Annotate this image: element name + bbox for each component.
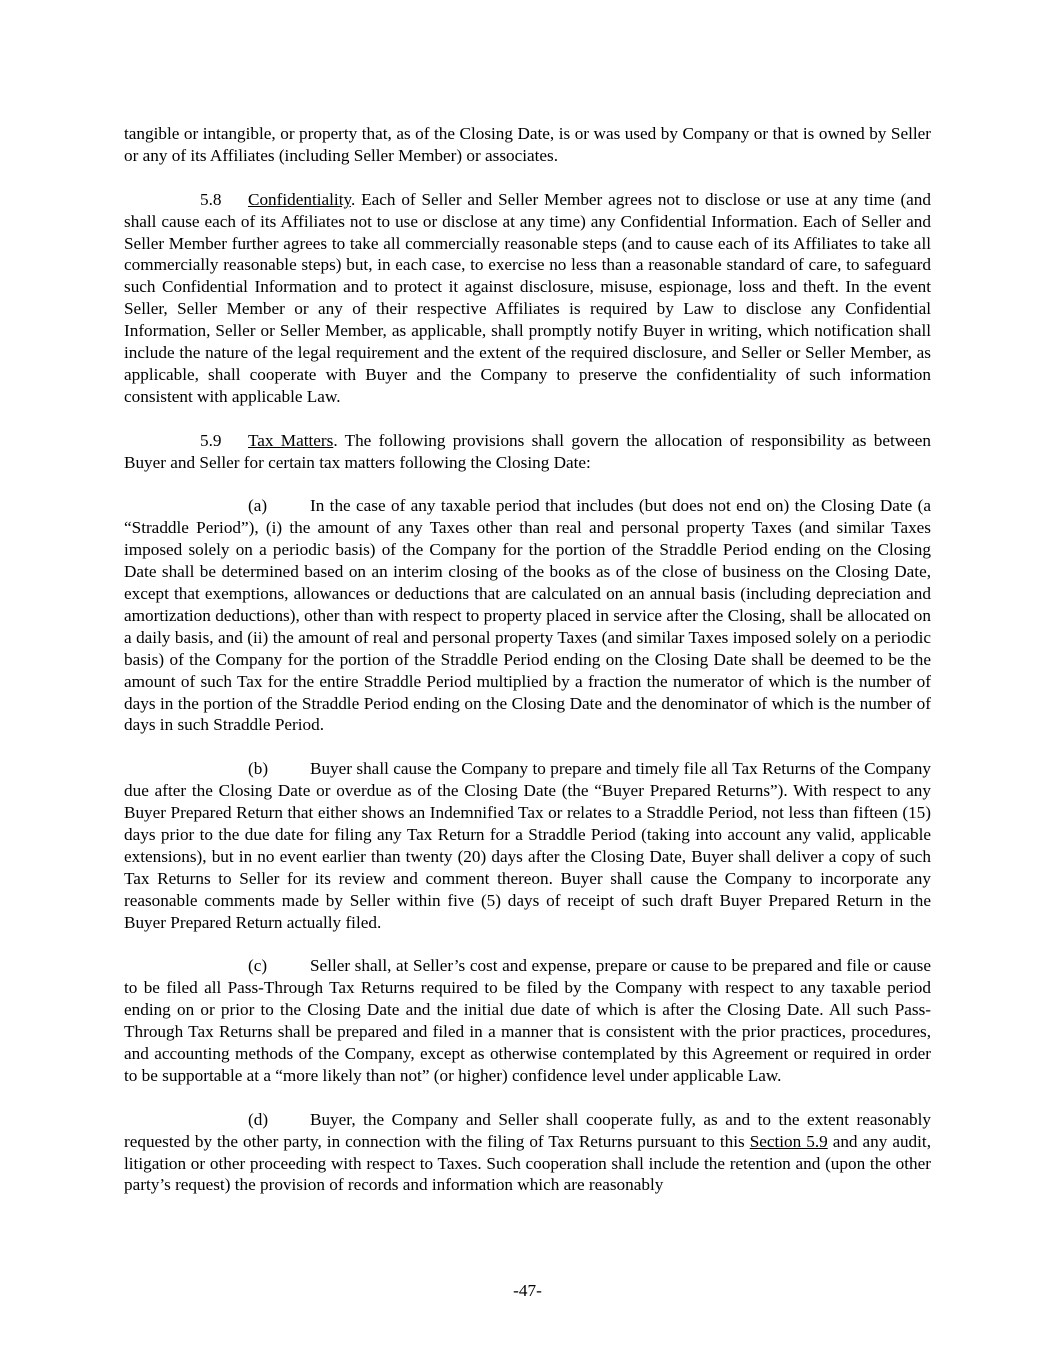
subsection-c [124, 955, 931, 1086]
section-number: 5.8 [200, 189, 222, 209]
subsection-label: (b) [248, 759, 269, 779]
section-body: . Each of Seller and Seller Member agrees not to disclose or use at any time (and shall cause each of its Affiliates not to use or disclose at any time) any Confidential Information. Each of Seller and Seller Member further agrees to take all commercially reasonable steps (and to cause each of its Affiliates to take all commercially reasonable steps) but, in each case, to exercise no less than a reasonable standard of care, to safeguard such Confidential Information and to protect it against disclosure, misuse, espionage, loss and theft. In the event Seller, Seller Member or any of their respective Affiliates is required by Law to disclose any Confidential Information, Seller or Seller Member, as applicable, shall promptly notify Buyer in writing, which notification shall include the nature of the legal requirement and the extent of the required disclosure, and Seller or Seller Member, as applicable, shall cooperate with Buyer and the Company to preserve the confidentiality of such information consistent with applicable Law. [124, 189, 931, 406]
section-5-8 [124, 189, 931, 408]
subsection-text: Buyer shall cause the Company to prepare and timely file all Tax Returns of the Company due after the Closing Date or overdue as of the Closing Date (the “Buyer Prepared Returns”). With respect to any Buyer Prepared Return that either shows an Indemnified Tax or relates to a Straddle Period, not less than fifteen (15) days prior to the due date for filing any Tax Return for a Straddle Period (taking into account any valid, applicable extensions), but in no event earlier than twenty (20) days after the Closing Date, Buyer shall deliver a copy of such Tax Returns to Seller for its review and comment thereon. Buyer shall cause the Company to incorporate any reasonable comments made by Seller within five (5) days of receipt of such draft Buyer Prepared Return in the Buyer Prepared Return actually filed. [124, 759, 931, 932]
section-body: . The following provisions shall govern the allocation of responsibility as between Buyer and Seller for certain tax matters following the Closing Date: [124, 430, 931, 472]
document-page [124, 123, 931, 1218]
section-heading: Tax Matters [248, 430, 334, 450]
continuation-paragraph: tangible or intangible, or property that, as of the Closing Date, is or was used by Company or that is owned by Seller or any of its Affiliates (including Seller Member) or associates. [124, 124, 931, 165]
subsection-label: (d) [248, 1109, 269, 1129]
subsection-a [124, 495, 931, 736]
section-number: 5.9 [200, 430, 222, 450]
subsection-text: Buyer, the Company and Seller shall cooperate fully, as and to the extent reasonably requested by the other party, in connection with the filing of Tax Returns pursuant to this [124, 1109, 931, 1151]
section-heading: Confidentiality [248, 189, 351, 209]
subsection-label: (a) [248, 496, 268, 516]
page-number: -47- [513, 1281, 542, 1300]
subsection-d [124, 1109, 931, 1197]
subsection-text: In the case of any taxable period that includes (but does not end on) the Closing Date (a “Straddle Period”), (i) the amount of any Taxes other than real and personal property Taxes (and similar Taxes imposed solely on a periodic basis) of the Company for the portion of the Straddle Period ending on the Closing Date shall be determined based on an interim closing of the books as of the close of business on the Closing Date, except that exemptions, allowances or deductions that are calculated on an annual basis (including depreciation and amortization deductions), other than with respect to property placed in service after the Closing, shall be allocated on a daily basis, and (ii) the amount of real and personal property Taxes (and similar Taxes imposed solely on a periodic basis) of the Company for the portion of the Straddle Period ending on the Closing Date shall be deemed to be the amount of such Tax for the entire Straddle Period multiplied by a fraction the numerator of which is the number of days in the portion of the Straddle Period ending on the Closing Date and the denominator of which is the number of days in such Straddle Period. [124, 496, 931, 735]
subsection-b [124, 758, 931, 933]
section-cross-reference: Section 5.9 [749, 1131, 828, 1151]
subsection-label: (c) [248, 956, 268, 976]
section-5-9 [124, 430, 931, 474]
subsection-text: Seller shall, at Seller’s cost and expense, prepare or cause to be prepared and file or cause to be filed all Pass-Through Tax Returns required to be filed by the Company with respect to any taxable period ending on or prior to the Closing Date and the initial due date of which is after the Closing Date. All such Pass-Through Tax Returns shall be prepared and filed in a manner that is consistent with the prior practices, procedures, and accounting methods of the Company, except as otherwise contemplated by this Agreement or required in order to be supportable at a “more likely than not” (or higher) confidence level under applicable Law. [124, 956, 931, 1085]
subsection-text-continued: and any audit, litigation or other proceeding with respect to Taxes. Such cooperation shall include the retention and (upon the other party’s request) the provision of records and information which are reasonably [124, 1131, 931, 1195]
